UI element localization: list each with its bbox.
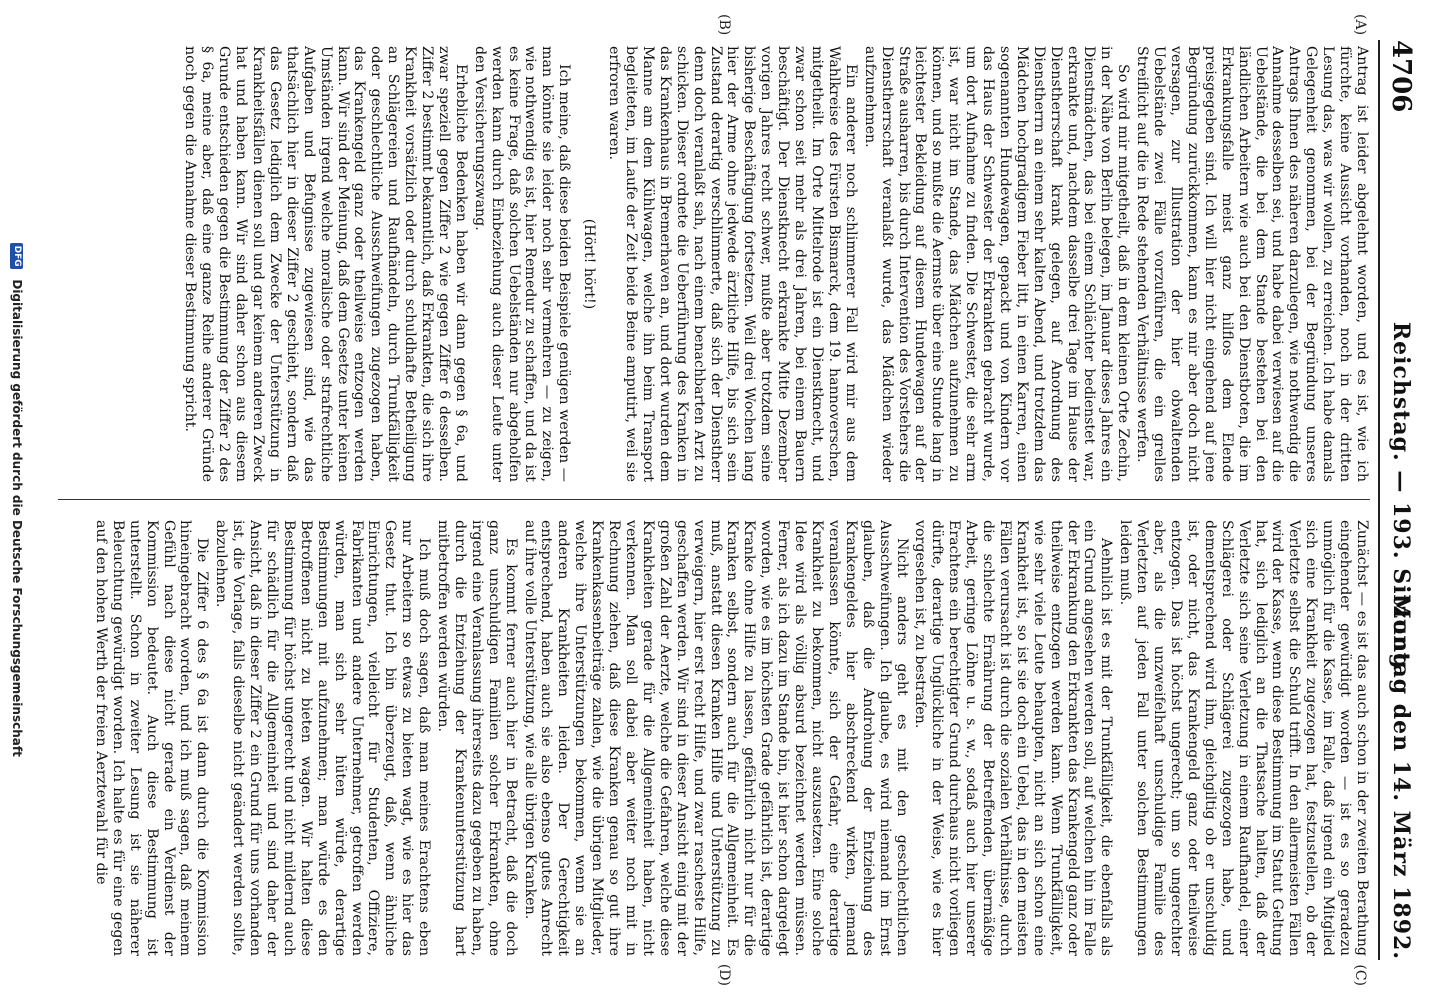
running-title: Reichstag. — 193. Sitzung. bbox=[1388, 321, 1414, 679]
margin-marker-d: (D) bbox=[716, 963, 732, 986]
paragraph: Ich meine, daß diese beiden Beispiele genügen werden — man könnte sie leider noch sehr vermehren — zu zeigen, wie nothwendig es ist, hier Remedur zu schaffen, und da ist es keine Frage, daß solchen Uebelständen nur abgeholfen werden kann durch Einbeziehung auch dieser Leute unter den Versicherungszwang. bbox=[471, 46, 573, 482]
margin-marker-b: (B) bbox=[716, 14, 732, 36]
dfg-logo-icon: DFG bbox=[10, 243, 23, 269]
margin-marker-c: (C) bbox=[1352, 964, 1368, 986]
footer-text: Digitalisierung gefördert durch die Deutsche Forschungsgemeinschaft bbox=[10, 279, 24, 757]
paragraph: Ein anderer noch schlimmerer Fall wird mir aus dem Wahlkreise des Fürsten Bismarck, dem 19. hannoverschen, mitgetheilt. Im Orte Mittelrode ist ein Dienstknecht, und zwar schon seit mehr als drei Jahren, bei einem Bauern beschäftigt. Der Dienstknecht erkrankte Mitte Dezember vorigen Jahres recht schwer, mußte aber trotzdem seine bisherige Beschäftigung fortsetzen. Weil drei Wochen lang hier der Arme ohne jedwede ärztliche Hilfe, bis sich sein Zustand derartig verschlimmerte, daß sich der Dienstherr denn doch veranlaßt sah, nach einem benachbarten Arzt zu schicken. Dieser ordnete die Ueberführung des Kranken in das Krankenhaus in Bremerhaven an, und dort wurden dem Manne am dem Kühlwagen, welche ihn beim Transport begleiteten, im Laufe der Zeit beide Beine amputirt, weil sie erfroren waren. bbox=[606, 46, 859, 482]
paragraph: Es kommt ferner auch hier in Betracht, daß die doch ganz unschuldigen Familien solcher Erkrankten, ohne irgend eine Veranlassung ihrerseits dazu gegeben zu haben, durch die Entziehung der Krankenunterstützung hart mitbetroffen werden würden. bbox=[435, 520, 519, 956]
page-header bbox=[1378, 40, 1424, 960]
paragraph: So wird mir mitgetheilt, daß in dem kleinen Orte Zechin, in der Nähe von Berlin belegen, im Januar dieses Jahres ein Dienstmädchen, das bei einem Schlächter bedienstet war, erkrankte und, nachdem dasselbe drei Tage im Hause der Dienstherrschaft krank gelegen, auf Anordnung des Dienstherrn an einem sehr kalten Abend, und trotzdem das Mädchen hochgradigem Fieber litt, in einen Karren, einen sogenannten Hundewagen, gepackt und von Kindern vor das Haus der Schwester der Erkrankten gebracht wurde, um dort Aufnahme zu finden. Die Schwester, die sehr arm ist, war nicht im Stande, das Mädchen aufzunehmen zu können, und so mußte die Aermste über eine Stunde lang in leichtester Bekleidung auf diesem Hundewagen auf der Straße ausharren, bis durch Intervention des Vorstehers die Dienstherrschaft veranlaßt wurde, das Mädchen wieder aufzunehmen. bbox=[861, 46, 1132, 482]
left-text-column bbox=[58, 46, 1370, 482]
paragraph: Ich muß doch sagen, daß man meines Erachtens eben nur Arbeitern so etwas zu bieten wagt, wie es hier das Gesetz thut. Ich bin überzeugt, daß, wenn ähnliche Einrichtungen, vielleicht für Studenten, Offiziere, Fabrikanten und andere Unternehmer, getroffen werden würden, man sich sehr hüten würde, derartige Bestimmungen mit aufzunehmen; man würde es den Betroffenen nicht zu bieten wagen. Wir halten diese Bestimmung für höchst ungerecht und nicht mildernd auch für schädlich für die Allgemeinheit und sind daher der Ansicht, daß in dieser Ziffer 2 ein Grund für uns vorhanden ist, die Vorlage, falls dieselbe nicht geändert werden sollte, abzulehnen. bbox=[213, 520, 433, 956]
column-divider bbox=[58, 499, 1370, 500]
digitization-footer bbox=[4, 0, 24, 1000]
paragraph: Erhebliche Bedenken haben wir dann gegen § 6a, und zwar speziell gegen Ziffer 2 wie gegen Ziffer 6 desselben. Ziffer 2 bestimmt bekanntlich, daß Erkrankten, die sich ihre Krankheit vorsätzlich oder durch schuldhafte Betheiligung an Schlägereien und Raufhändeln, durch Trunkfälligkeit oder geschlechtliche Ausschweifungen zugezogen haben, das Krankengeld ganz oder theilweise entzogen werden kann. Wir sind der Meinung, daß dem Gesetze unter keinen Umständen irgend welche moralische oder strafrechtliche Aufgaben und Befugnisse zugewiesen sind, wie das thatsächlich hier in dieser Ziffer 2 geschieht, sondern daß das Gesetz lediglich dem Zwecke der Unterstützung in Krankheitsfällen dienen soll und gar keinem anderen Zweck hat und haben kann. Wir sind daher schon aus diesem Grunde entschieden gegen die Bestimmung der Ziffer 2 des § 6a, meine aber, daß eine ganze Reihe anderer Gründe noch gegen die Annahme dieser Bestimmung spricht. bbox=[182, 46, 469, 482]
margin-marker-a: (A) bbox=[1352, 14, 1368, 36]
session-date: Montag den 14. März 1892. bbox=[1388, 594, 1414, 960]
audience-reaction: (Hört! hört!) bbox=[581, 218, 598, 310]
paragraph: Aehnlich ist es mit der Trunkfälligkeit, die ebenfalls als ein Grund angesehen werden soll, auf welchen hin im Falle der Erkrankung den Erkrankten das Krankengeld ganz oder theilweise entzogen werden kann. Wenn Trunkfälligkeit, wie sehr viele Leute behaupten, nicht an sich schon eine Krankheit ist, so ist sie doch ein Uebel, das in den meisten Fällen verursacht ist durch die sozialen Verhältnisse, durch die schlechte Ernährung der Betreffenden, übermäßige Arbeit, geringe Löhne u. s. w., sodaß auch hier unserer Erachtens ein berechtigter Grund durchaus nicht vorliegen dürfte, derartige Unglückliche in der Weise, wie es hier vorgesehen ist, zu bestrafen. bbox=[912, 520, 1115, 956]
paragraph: Antrag ist leider abgelehnt worden, und es ist, wie ich fürchte, keine Aussicht vorhanden, noch in der dritten Lesung das, was wir wollen, zu erreichen. Ich habe damals Gelegenheit genommen, bei der Begründung unseres Antrags Ihnen des näheren darzulegen, wie nothwendig die Annahme desselben sei, und habe dabei verwiesen auf die Uebelstände, die bei dem Stande bestehen bei den ländlichen Arbeitern wie auch bei den Dienstboten, die im Erkrankungsfalle meist ganz hilflos dem Elende preisgegeben sind. Ich will hier nicht eingehend auf jene Begründung zurückkommen, kann es mir aber doch nicht versagen, zur Illustration der hier obwaltenden Uebelstände zwei Fälle vorzuführen, die ein grelles Streiflicht auf die in Rede stehenden Verhältnisse werfen. bbox=[1134, 46, 1370, 482]
paragraph: Zunächst — es ist das auch schon in der zweiten Berathung eingehender gewürdigt worden — ist es so geradezu unmöglich für die Kasse, im Falle, daß irgend ein Mitglied sich eine Krankheit zugezogen hat, festzustellen, ob der Verletzte selbst die Schuld trifft. In den allermeisten Fällen wird der Kasse, wenn diese Bestimmung im Statut Geltung hat, sich lediglich an die Thatsache halten, daß der Verletzte sich seine Verletzung in einem Raufhandel, einer Schlägerei oder Schlägerei zugezogen habe, und dementsprechend wird ihm, gleichgiltig ob er unschuldig ist, oder nicht, das Krankengeld ganz oder theilweise entzogen. Das ist höchst ungerecht; um so ungerechter aber, als die unzweifelhaft unschuldige Familie des Verletzten auf jeden Fall unter solchen Bestimmungen leiden muß. bbox=[1117, 520, 1370, 956]
paragraph: Nicht anders geht es mit den geschlechtlichen Ausschweifungen. Ich glaube, es wird niemand im Ernst glauben, daß die Androhung der Entziehung des Krankengeldes hier abschreckend wirken, jemand veranlassen könnte, sich der Gefahr, eine derartige Krankheit zu bekommen, nicht auszusetzen. Eine solche Idee wird als völlig absurd bezeichnet werden müssen. Ferner, als ich dazu im Stande bin, ist hier schon dargelegt worden, wie es im höchsten Grade gefährlich ist, derartige Kranke ohne Hilfe zu lassen, gefährlich nicht nur für die Kranken selbst, sondern auch für die Allgemeinheit. Es muß, anstatt diesen Kranken Hilfe und Unterstützung zu verweigern, hier erst recht Hilfe, und zwar rascheste Hilfe, geschaffen werden. Wir sind in dieser Ansicht einig mit der großen Zahl der Aerzte, welche die Gefahren, welche diese Krankheiten gerade für die Allgemeinheit haben, nicht verkennen. Man soll dabei aber weiter noch mit in Rechnung ziehen, daß diese Kranken genau so gut ihre Krankenkassenbeiträge zahlen, wie die übrigen Mitglieder, welche ihre Unterstützungen bekommen, wenn sie an anderen Krankheiten leiden. Der Gerechtigkeit entsprechend, haben auch sie also ebenso gutes Anrecht auf ihre volle Unterstützung, wie alle übrigen Kranken. bbox=[521, 520, 910, 956]
right-text-column bbox=[58, 520, 1370, 956]
page-number: 4706 bbox=[1386, 40, 1416, 113]
paragraph: Die Ziffer 6 des § 6a ist dann durch die Kommission hineingebracht worden, und ich muß sagen, daß meinem Gefühl nach diese nicht gerade ein Verdienst der Kommission bedeutet. Auch diese Bestimmung ist unterstellt. Schon in zweiter Lesung ist sie näherer Beleuchtung gewürdigt worden. Ich halte es für eine gegen auf den hohen Werth der freien Aerztewahl für die bbox=[92, 520, 211, 956]
